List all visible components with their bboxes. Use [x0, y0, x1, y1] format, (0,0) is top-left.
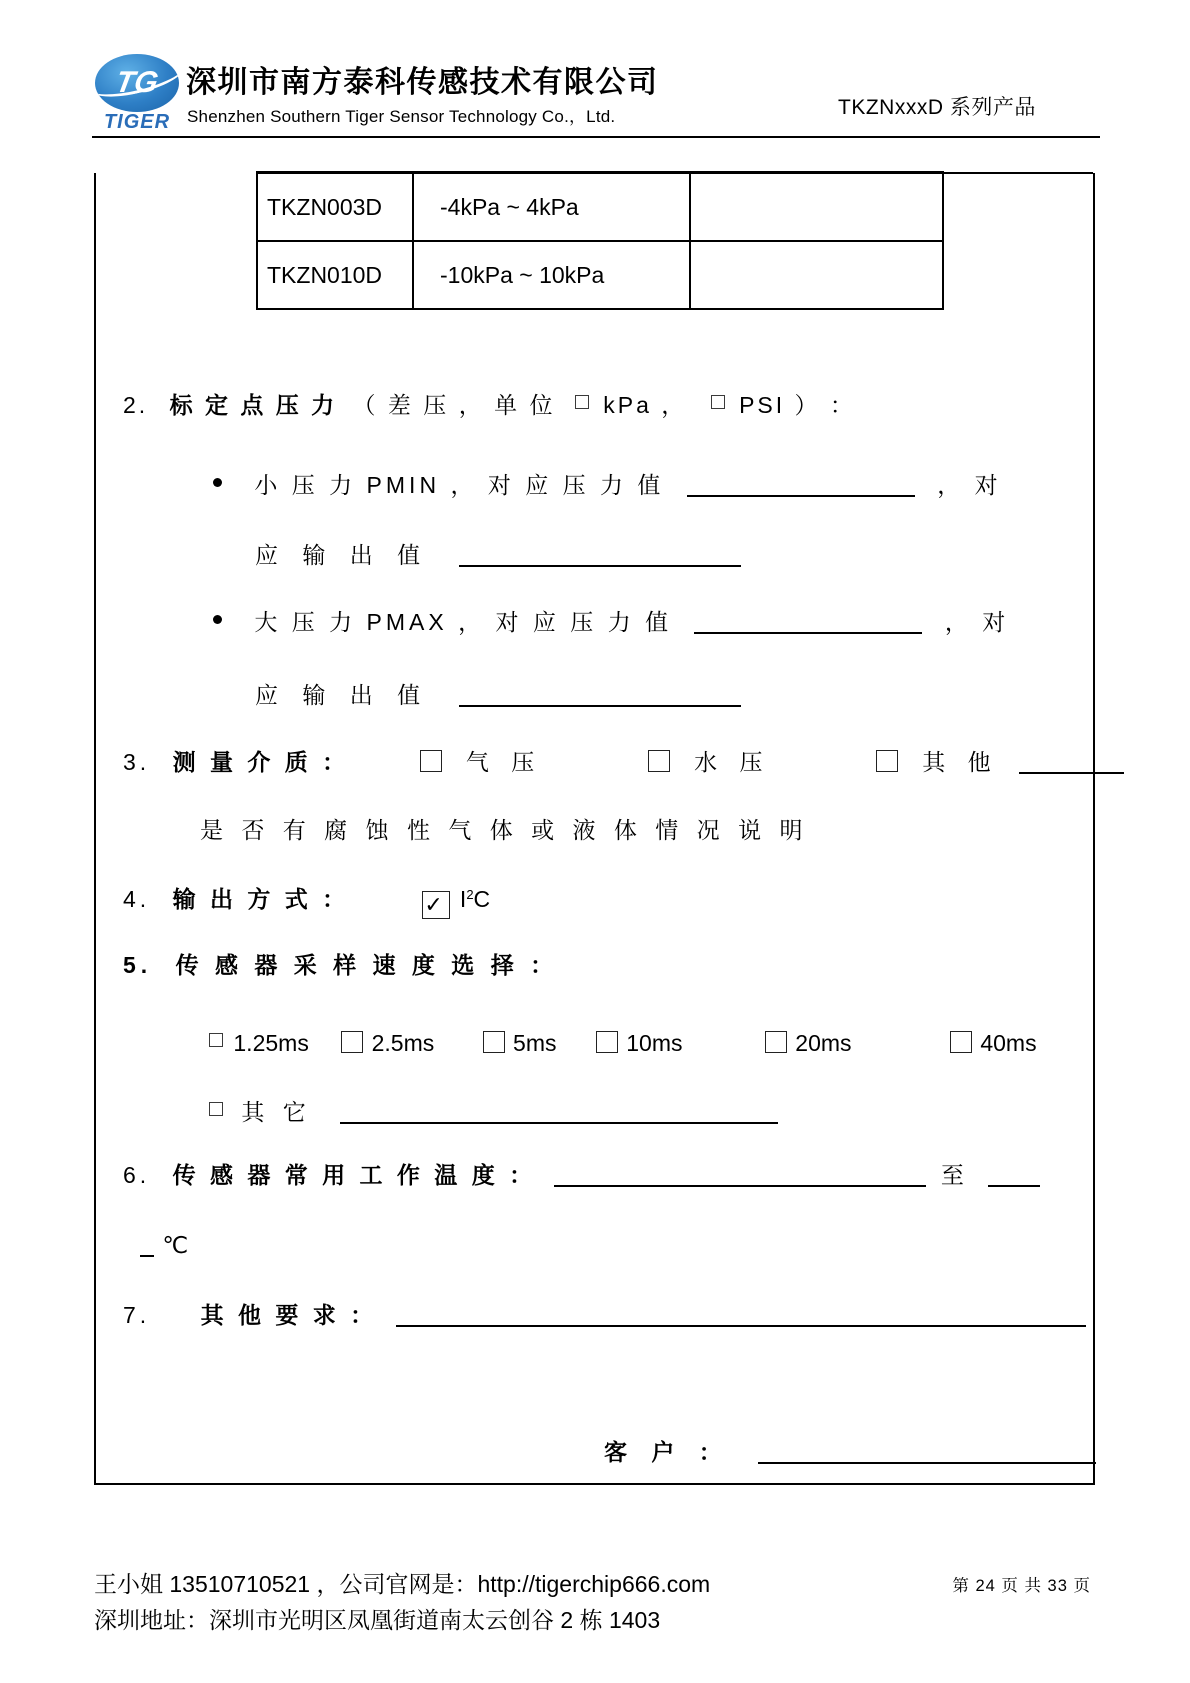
pmin-output-field	[459, 542, 741, 567]
kpa-label: kPa ，	[603, 392, 688, 418]
item4-label: 输 出 方 式 ：	[172, 886, 350, 912]
temperature-unit: ℃	[162, 1232, 189, 1258]
rate-10ms-label: 10ms	[626, 1030, 683, 1056]
item7-number: 7.	[123, 1302, 151, 1328]
pmin-text: 小 压 力 PMIN ， 对 应 压 力 值	[254, 472, 665, 498]
item2-label: 标 定 点 压 力	[169, 392, 338, 418]
pmax-text: 大 压 力 PMAX ， 对 应 压 力 值	[254, 609, 673, 635]
kpa-checkbox[interactable]	[575, 395, 589, 409]
pmin-text-cont: ， 对	[937, 472, 1002, 498]
item5-number: 5.	[123, 952, 153, 978]
rate-10ms-checkbox[interactable]	[596, 1031, 618, 1053]
pmax-output-label: 应 输 出 值	[255, 682, 430, 708]
footer-address: 深圳地址：深圳市光明区凤凰街道南太云创谷 2 栋 1403	[94, 1607, 661, 1633]
rate-20ms-label: 20ms	[795, 1030, 852, 1056]
item5-rate-line	[123, 950, 558, 980]
customer-line	[604, 1435, 1096, 1467]
page-number: 第 24 页 共 33 页	[952, 1577, 1091, 1595]
table-row	[258, 242, 944, 310]
rate-5ms-label: 5ms	[513, 1030, 557, 1056]
header-divider	[92, 136, 1100, 138]
company-name-en: Shenzhen Southern Tiger Sensor Technology Co.，Ltd.	[187, 107, 616, 126]
item4-number: 4.	[123, 886, 151, 912]
temperature-to-field	[988, 1162, 1040, 1187]
product-series-label: TKZNxxxD 系列产品	[838, 96, 1036, 119]
pmax-text-cont: ， 对	[944, 609, 1010, 635]
item2-number: 2.	[123, 392, 149, 418]
table-row	[258, 174, 944, 242]
item6-number: 6.	[123, 1162, 151, 1188]
pmax-line1	[213, 605, 1009, 637]
water-pressure-label: 水 压	[694, 749, 771, 775]
range-cell: -4kPa ~ 4kPa	[414, 174, 691, 240]
pmin-line2	[255, 538, 741, 570]
item2-calibration-line	[123, 390, 856, 420]
note-cell	[691, 174, 944, 240]
customer-label: 客 户 ：	[604, 1439, 731, 1465]
other-medium-field	[1019, 749, 1124, 774]
temperature-unit-line	[140, 1228, 188, 1260]
pmax-pressure-field	[694, 609, 922, 634]
i2c-label: $I^2C$	[459, 886, 491, 912]
rate-5ms-checkbox[interactable]	[483, 1031, 505, 1053]
item7-other-line	[123, 1298, 1086, 1330]
item7-label: 其 他 要 求 ：	[200, 1302, 378, 1328]
i2c-checkbox[interactable]: ✓	[422, 891, 450, 919]
psi-checkbox[interactable]	[711, 395, 725, 409]
note-cell	[691, 242, 944, 308]
air-pressure-checkbox[interactable]	[420, 750, 442, 772]
rate-2-5ms-checkbox[interactable]	[341, 1031, 363, 1053]
rate-other-checkbox[interactable]	[209, 1102, 223, 1116]
item3-number: 3.	[123, 749, 151, 775]
pmin-pressure-field	[687, 472, 915, 497]
air-pressure-label: 气 压	[465, 749, 543, 775]
other-medium-label: 其 他	[922, 749, 999, 775]
rate-options-line	[209, 1028, 1037, 1058]
rate-other-line	[209, 1095, 778, 1127]
rate-1-25ms-checkbox[interactable]	[209, 1033, 223, 1047]
water-pressure-checkbox[interactable]	[648, 750, 670, 772]
bullet-icon	[213, 615, 222, 624]
customer-field	[758, 1439, 1096, 1464]
corrosive-note-line	[200, 815, 808, 845]
item5-label: 传 感 器 采 样 速 度 选 择 ：	[175, 952, 559, 978]
rate-40ms-label: 40ms	[980, 1030, 1037, 1056]
rate-2-5ms-label: 2.5ms	[371, 1030, 435, 1056]
company-name-cn: 深圳市南方泰科传感技术有限公司	[186, 66, 659, 99]
rate-other-field	[340, 1099, 778, 1124]
other-requirements-field	[396, 1302, 1086, 1327]
model-cell: TKZN010D	[258, 242, 414, 308]
range-cell: -10kPa ~ 10kPa	[414, 242, 691, 308]
psi-label: PSI ） ：	[739, 392, 856, 418]
item3-label: 测 量 介 质 ：	[172, 749, 350, 775]
pmax-line2	[255, 678, 741, 710]
item6-to-label: 至	[940, 1162, 968, 1188]
tiger-logo	[95, 54, 179, 112]
rate-40ms-checkbox[interactable]	[950, 1031, 972, 1053]
item3-medium-line	[123, 745, 1124, 777]
item2-paren-text: （ 差 压 ， 单 位	[352, 392, 556, 418]
rate-20ms-checkbox[interactable]	[765, 1031, 787, 1053]
corrosive-note: 是 否 有 腐 蚀 性 气 体 或 液 体 情 况 说 明	[200, 817, 809, 843]
unit-underscore	[140, 1232, 154, 1257]
footer-contact: 王小姐 13510710521 ，公司官网是：http://tigerchip666.com	[94, 1571, 711, 1597]
pmax-output-field	[459, 682, 741, 707]
bullet-icon	[213, 478, 222, 487]
model-range-table	[256, 171, 944, 310]
logo-tg-monogram: TG	[113, 66, 161, 99]
model-cell: TKZN003D	[258, 174, 414, 240]
logo-wordmark: TIGER	[103, 111, 171, 133]
rate-1-25ms-label: 1.25ms	[233, 1030, 309, 1056]
item4-output-line	[123, 880, 490, 919]
other-medium-checkbox[interactable]	[876, 750, 898, 772]
item6-temperature-line	[123, 1158, 1040, 1190]
pmin-line1	[213, 468, 1002, 500]
rate-other-label: 其 它	[241, 1099, 312, 1125]
pmin-output-label: 应 输 出 值	[255, 542, 430, 568]
temperature-from-field	[554, 1162, 926, 1187]
item6-label: 传 感 器 常 用 工 作 温 度 ：	[172, 1162, 537, 1188]
frame-top-line	[940, 172, 1093, 174]
